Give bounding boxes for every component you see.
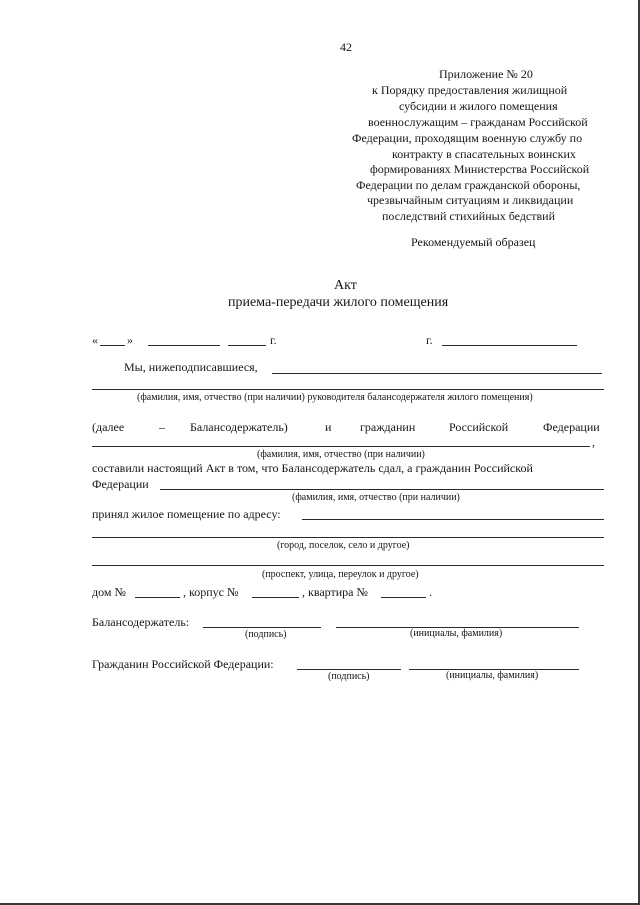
caption-city: (город, поселок, село и другое) — [277, 540, 410, 551]
citizen-sign-label: Гражданин Российской Федерации: — [92, 657, 274, 671]
appendix-line: субсидии и жилого помещения — [399, 99, 558, 113]
act-subtitle: приема-передачи жилого помещения — [228, 295, 449, 310]
date-day-line — [100, 345, 125, 346]
building-number-line — [252, 597, 299, 598]
apartment-number-line — [381, 597, 426, 598]
appendix-line: к Порядку предоставления жилищной — [372, 83, 568, 97]
hereinafter-comma: , — [592, 435, 595, 449]
caption-citizen-2: (фамилия, имя, отчество (при наличии) — [292, 492, 460, 503]
city-prefix: г. — [426, 333, 433, 347]
caption-manager: (фамилия, имя, отчество (при наличии) руководителя балансодержателя жилого помещения) — [137, 392, 533, 403]
hereinafter-word: и — [325, 420, 332, 434]
date-year-line — [228, 345, 266, 346]
appendix-line: военнослужащим – гражданам Российской — [368, 115, 588, 129]
hereinafter-word: Федерации — [543, 420, 600, 434]
hereinafter-word: Балансодержатель) — [190, 420, 288, 434]
drew-up-text: составили настоящий Акт в том, что Балансодержатель сдал, а гражданин Российской — [92, 461, 533, 475]
caption-holder-name: (инициалы, фамилия) — [410, 628, 503, 639]
caption-street: (проспект, улица, переулок и другое) — [262, 569, 419, 580]
appendix-line: последствий стихийных бедствий — [382, 209, 556, 223]
caption-holder-sign: (подпись) — [245, 629, 287, 640]
date-year-suffix: г. — [270, 333, 277, 347]
apartment-label: , квартира № — [302, 585, 368, 599]
hereinafter-word: (далее — [92, 420, 125, 434]
federation-label: Федерации — [92, 477, 149, 491]
city-address-line — [92, 537, 604, 538]
street-address-line — [92, 565, 604, 566]
holder-label: Балансодержатель: — [92, 615, 190, 629]
caption-citizen-sign: (подпись) — [328, 671, 370, 682]
house-end: . — [429, 585, 432, 599]
city-line — [442, 345, 577, 346]
citizen-line-1 — [92, 446, 590, 447]
sample-note: Рекомендуемый образец — [411, 235, 536, 249]
house-number-line — [135, 597, 180, 598]
hereinafter-word: – — [159, 420, 165, 434]
appendix-title: Приложение № 20 — [439, 67, 533, 81]
appendix-line: чрезвычайным ситуациям и ликвидации — [367, 193, 574, 207]
date-quote-close: » — [127, 333, 133, 347]
citizen-signature-line — [297, 669, 401, 670]
hereinafter-word: Российской — [449, 420, 509, 434]
accepted-label: принял жилое помещение по адресу: — [92, 507, 281, 521]
hereinafter-word: гражданин — [360, 420, 416, 434]
building-label: , корпус № — [183, 585, 239, 599]
citizen-line-2 — [160, 489, 604, 490]
appendix-line: Федерации по делам гражданской обороны, — [356, 178, 581, 192]
address-line — [302, 519, 604, 520]
caption-citizen-1: (фамилия, имя, отчество (при наличии) — [257, 449, 425, 460]
page-number: 42 — [340, 40, 352, 54]
date-quote-open: « — [92, 333, 98, 347]
caption-citizen-name: (инициалы, фамилия) — [446, 670, 539, 681]
act-title: Акт — [334, 278, 357, 293]
manager-line — [92, 389, 604, 390]
undersigned-label: Мы, нижеподписавшиеся, — [124, 360, 258, 374]
appendix-line: Федерации, проходящим военную службу по — [352, 131, 583, 145]
house-label: дом № — [92, 585, 126, 599]
appendix-line: контракту в спасательных воинских — [392, 147, 576, 161]
holder-signature-line — [203, 627, 321, 628]
date-month-line — [148, 345, 220, 346]
appendix-line: формированиях Министерства Российской — [370, 162, 590, 176]
undersigned-line — [272, 373, 602, 374]
